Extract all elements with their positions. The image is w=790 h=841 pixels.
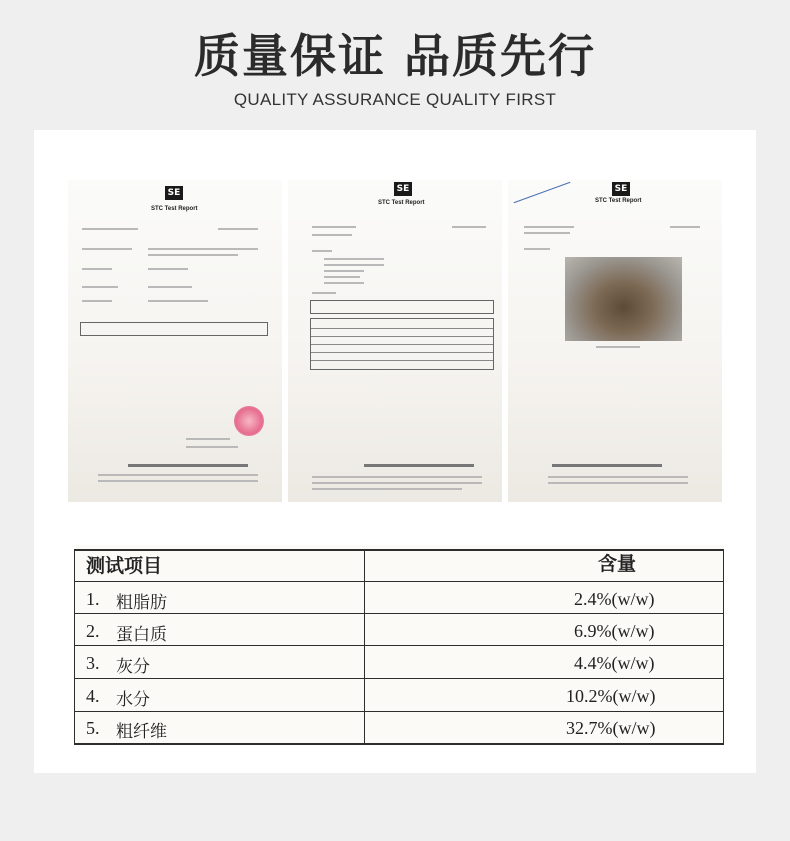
text-line (82, 228, 138, 230)
row-number: 2. (86, 621, 100, 641)
row-value: 6.9%(w/w) (574, 621, 655, 641)
header-test-item: 测试项目 (86, 555, 163, 577)
stc-logo: SE (612, 182, 630, 196)
row-number: 3. (86, 653, 100, 673)
row-number: 1. (86, 589, 100, 609)
company-line (128, 464, 248, 467)
text-line (82, 286, 118, 288)
text-line (324, 282, 364, 284)
table-border (74, 743, 724, 745)
page-title: 质量保证 品质先行 (193, 29, 596, 83)
table-vline (723, 549, 724, 745)
mini-table-row (311, 344, 493, 345)
mini-table (310, 300, 494, 314)
signature-line (186, 438, 230, 440)
mini-table-row (311, 336, 493, 337)
report-label: STC Test Report (595, 198, 642, 204)
row-item: 蛋白质 (116, 625, 167, 645)
text-line (312, 292, 336, 294)
mini-table-row (311, 352, 493, 353)
text-line (148, 286, 192, 288)
table-border (74, 645, 724, 646)
mini-table (80, 322, 268, 336)
table-vline (74, 549, 75, 745)
company-line (312, 488, 462, 490)
text-line (524, 226, 574, 228)
company-line (98, 480, 258, 482)
text-line (324, 264, 384, 266)
text-line (148, 300, 208, 302)
red-seal-stamp (234, 406, 264, 436)
table-border (74, 711, 724, 712)
mini-table-row (311, 328, 493, 329)
text-line (324, 258, 384, 260)
text-line (82, 300, 112, 302)
text-line (524, 232, 570, 234)
report-label: STC Test Report (151, 206, 198, 212)
report-photo-1 (68, 180, 282, 502)
stc-logo: SE (394, 182, 412, 196)
text-line (218, 228, 258, 230)
text-line (452, 226, 486, 228)
caption-line (596, 346, 640, 348)
text-line (82, 248, 132, 250)
row-item: 水分 (116, 690, 150, 710)
text-line (312, 250, 332, 252)
company-line (312, 482, 482, 484)
text-line (312, 226, 356, 228)
text-line (524, 248, 550, 250)
text-line (312, 234, 352, 236)
sample-photo (565, 257, 682, 341)
header-content: 含量 (598, 553, 637, 575)
report-label: STC Test Report (378, 200, 425, 206)
row-item: 粗纤维 (116, 722, 167, 742)
mini-table (310, 318, 494, 370)
row-value: 10.2%(w/w) (566, 686, 656, 706)
text-line (324, 276, 360, 278)
text-line (148, 268, 188, 270)
table-border (74, 613, 724, 614)
row-value: 32.7%(w/w) (566, 718, 656, 738)
company-line (364, 464, 474, 467)
text-line (670, 226, 700, 228)
row-item: 粗脂肪 (116, 593, 167, 613)
text-line (148, 254, 238, 256)
report-photo-3 (508, 180, 722, 502)
page-subtitle: QUALITY ASSURANCE QUALITY FIRST (233, 90, 557, 109)
signature-line (186, 446, 238, 448)
report-photo-2 (288, 180, 502, 502)
row-item: 灰分 (116, 657, 150, 677)
results-table (74, 545, 724, 745)
row-value: 2.4%(w/w) (574, 589, 655, 609)
company-line (552, 464, 662, 467)
table-vline (364, 549, 365, 745)
company-line (548, 482, 688, 484)
row-value: 4.4%(w/w) (574, 653, 655, 673)
text-line (82, 268, 112, 270)
row-number: 5. (86, 718, 100, 738)
company-line (548, 476, 688, 478)
table-border (74, 581, 724, 582)
company-line (312, 476, 482, 478)
row-number: 4. (86, 686, 100, 706)
stc-logo: SE (165, 186, 183, 200)
company-line (98, 474, 258, 476)
mini-table-row (311, 360, 493, 361)
table-border (74, 678, 724, 679)
text-line (148, 248, 258, 250)
text-line (324, 270, 364, 272)
pen-stroke (514, 182, 571, 203)
